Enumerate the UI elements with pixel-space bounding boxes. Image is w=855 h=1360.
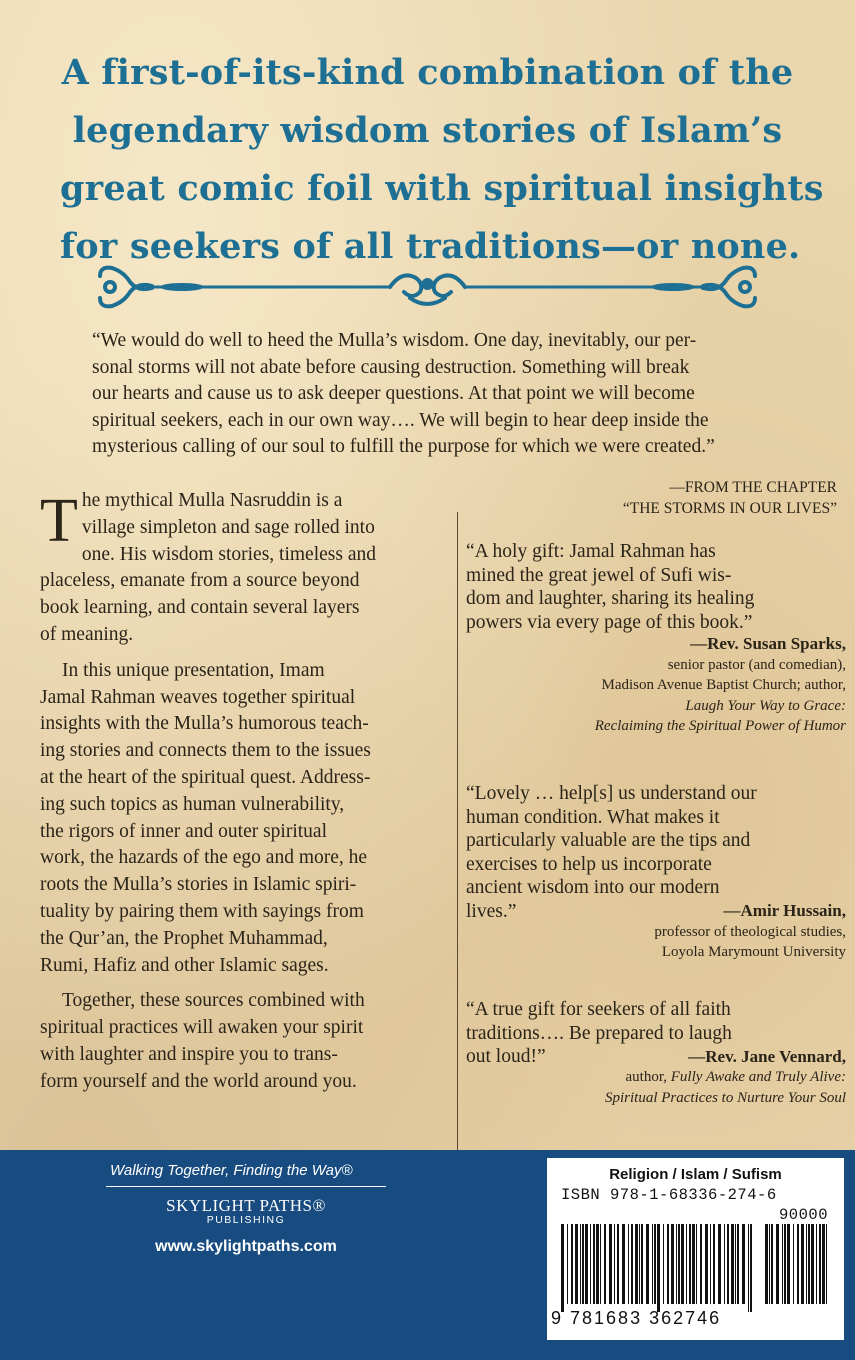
barcode-bar xyxy=(585,1224,588,1304)
text-line: book learning, and contain several layers xyxy=(40,597,360,619)
quote-line: exercises to help us incorporate xyxy=(466,853,712,875)
barcode-bar xyxy=(600,1224,601,1304)
barcode-bar xyxy=(617,1224,619,1304)
endorser-role: professor of theological studies, xyxy=(654,923,846,940)
barcode-bar xyxy=(769,1224,770,1304)
endorsement xyxy=(466,998,846,1108)
headline-line: for seekers of all traditions—or none. xyxy=(60,226,801,267)
barcode-bar xyxy=(561,1224,564,1312)
barcode-bar xyxy=(797,1224,799,1304)
barcode-bar xyxy=(737,1224,739,1304)
publisher-sub: PUBLISHING xyxy=(206,1214,286,1226)
publisher-tagline: Walking Together, Finding the Way® xyxy=(110,1162,353,1179)
barcode-bar xyxy=(609,1224,612,1304)
endorser-name: —Rev. Susan Sparks, xyxy=(690,634,846,653)
endorser-role: senior pastor (and comedian), xyxy=(667,656,846,673)
barcode-bar xyxy=(816,1224,817,1304)
lead-quote-attribution xyxy=(623,477,837,519)
barcode-bar xyxy=(575,1224,578,1304)
endorser xyxy=(466,634,846,737)
barcode-bar xyxy=(819,1224,821,1304)
publisher-logo xyxy=(102,1196,390,1226)
description-paragraph xyxy=(40,488,443,649)
barcode-bar xyxy=(808,1224,810,1304)
barcode-bar xyxy=(654,1224,656,1304)
quote-line: ancient wisdom into our modern xyxy=(466,877,720,898)
ean-barcode xyxy=(559,1224,755,1312)
barcode-bar xyxy=(614,1224,615,1304)
barcode-bar xyxy=(663,1224,664,1304)
barcode-bar xyxy=(604,1224,606,1304)
headline-line: A first-of-its-kind combination of the xyxy=(61,52,794,93)
text-line: at the heart of the spiritual quest. Address- xyxy=(40,766,371,788)
barcode-bar xyxy=(582,1224,584,1304)
text-line: of meaning. xyxy=(40,623,134,645)
barcode-bar xyxy=(696,1224,697,1304)
ean-digits: 9 781683 362746 xyxy=(551,1308,722,1328)
endorsement-quote xyxy=(466,540,846,634)
quote-line: “A true gift for seekers of all faith xyxy=(466,999,731,1020)
barcode-bar xyxy=(676,1224,677,1304)
barcode-bar xyxy=(635,1224,638,1304)
cover-headline xyxy=(60,44,824,276)
addon-barcode xyxy=(763,1224,829,1304)
barcode-bar xyxy=(567,1224,568,1304)
endorser-work: Laugh Your Way to Grace: xyxy=(685,697,846,714)
barcode-bar xyxy=(784,1224,786,1304)
lead-quote-line: sonal storms will not abate before causing destruction. Something will break xyxy=(92,356,690,378)
barcode-bar xyxy=(580,1224,581,1304)
text-line: placeless, emanate from a source beyond xyxy=(40,570,360,592)
barcode-bar xyxy=(622,1224,625,1304)
publisher-name: SKYLIGHT PATHS® xyxy=(166,1196,326,1215)
endorser-name: —Rev. Jane Vennard, xyxy=(688,1046,846,1066)
barcode-bar xyxy=(771,1224,773,1304)
barcode-bar xyxy=(748,1224,749,1312)
barcode-bar xyxy=(705,1224,708,1304)
barcode-bar xyxy=(718,1224,721,1304)
endorser-role: Madison Avenue Baptist Church; author, xyxy=(601,677,846,693)
lead-quote-line: “We would do well to heed the Mulla’s wisdom. One day, inevitably, our per- xyxy=(92,330,697,351)
description-paragraph xyxy=(40,988,443,1095)
endorser xyxy=(466,901,846,963)
barcode-bar xyxy=(735,1224,736,1304)
text-line: ing such topics as human vulnerability, xyxy=(40,793,345,815)
barcode-bar xyxy=(811,1224,814,1304)
isbn-text: ISBN 978-1-68336-274-6 xyxy=(561,1186,777,1204)
barcode-bar xyxy=(639,1224,640,1304)
quote-line: particularly valuable are the tips and xyxy=(466,830,751,851)
quote-line: mined the great jewel of Sufi wis- xyxy=(466,564,732,586)
barcode-bar xyxy=(765,1224,768,1304)
endorser-role: Loyola Marymount University xyxy=(661,944,846,960)
quote-line: powers via every page of this book.” xyxy=(466,611,753,633)
quote-line: lives.” xyxy=(466,900,517,922)
barcode-bar xyxy=(782,1224,783,1304)
barcode-bar xyxy=(826,1224,827,1304)
barcode-bar xyxy=(776,1224,779,1304)
quote-line: dom and laughter, sharing its healing xyxy=(466,588,755,609)
quote-line: human condition. What makes it xyxy=(466,806,720,828)
lead-quote-line: mysterious calling of our soul to fulfill the purpose for which we were created.” xyxy=(92,436,715,458)
bisac-category: Religion / Islam / Sufism xyxy=(609,1166,782,1183)
headline-line: great comic foil with spiritual insights xyxy=(60,168,824,209)
text-line: ing stories and connects them to the issues xyxy=(40,740,371,762)
headline-line: legendary wisdom stories of Islam’s xyxy=(72,110,783,151)
column-divider xyxy=(457,512,458,1150)
barcode-bar xyxy=(713,1224,715,1304)
text-line: Rumi, Hafiz and other Islamic sages. xyxy=(40,954,329,976)
barcode-bar xyxy=(631,1224,633,1304)
endorser-work: Spiritual Practices to Nurture Your Soul xyxy=(605,1089,846,1106)
text-line: insights with the Mulla’s humorous teach- xyxy=(40,713,369,735)
text-line: Together, these sources combined with xyxy=(62,990,365,1012)
text-line: one. His wisdom stories, timeless and xyxy=(81,543,376,565)
quote-line: “A holy gift: Jamal Rahman has xyxy=(466,541,716,562)
barcode-bar xyxy=(710,1224,711,1304)
barcode-bar xyxy=(801,1224,804,1304)
lead-quote-line: spiritual seekers, each in our own way…. We will begin to hear deep inside the xyxy=(92,409,709,431)
barcode-bar xyxy=(742,1224,745,1304)
barcode-bar xyxy=(681,1224,684,1304)
barcode-bar xyxy=(571,1224,573,1304)
barcode-bar xyxy=(646,1224,649,1304)
text-line: the Qur’an, the Prophet Muhammad, xyxy=(40,927,328,949)
text-line: Jamal Rahman weaves together spiritual xyxy=(40,686,356,708)
barcode-bar xyxy=(641,1224,643,1304)
endorsement xyxy=(466,782,846,963)
quote-line: “Lovely … help[s] us understand our xyxy=(466,783,757,804)
lead-quote-line: our hearts and cause us to ask deeper questions. At that point we will become xyxy=(92,383,695,405)
text-line: with laughter and inspire you to trans- xyxy=(40,1043,338,1065)
barcode-bar xyxy=(678,1224,680,1304)
endorser-work: Fully Awake and Truly Alive: xyxy=(670,1069,846,1085)
barcode-bar xyxy=(727,1224,729,1304)
endorser-work: Reclaiming the Spiritual Power of Humor xyxy=(594,718,846,734)
barcode-bar xyxy=(806,1224,807,1304)
endorser-role xyxy=(466,1067,846,1088)
tagline-divider xyxy=(106,1186,386,1187)
barcode-bar xyxy=(667,1224,669,1304)
barcode-bar xyxy=(686,1224,687,1304)
barcode-bar xyxy=(700,1224,702,1304)
barcode-bar xyxy=(731,1224,734,1304)
text-line: tuality by pairing them with sayings from xyxy=(40,900,364,922)
text-line: he mythical Mulla Nasruddin is a xyxy=(81,490,343,511)
text-line: spiritual practices will awaken your spirit xyxy=(40,1017,364,1039)
barcode-bar xyxy=(652,1224,653,1304)
text-line: roots the Mulla’s stories in Islamic spiri- xyxy=(40,874,357,896)
description-column xyxy=(40,488,443,1105)
barcode-bar xyxy=(596,1224,599,1304)
text-line: In this unique presentation, Imam xyxy=(62,659,325,681)
barcode-bar xyxy=(793,1224,794,1304)
barcode-bar xyxy=(671,1224,674,1304)
lead-quote xyxy=(92,328,840,461)
endorser-name: —Amir Hussain, xyxy=(723,901,846,920)
barcode-bar xyxy=(689,1224,691,1304)
price-code: 90000 xyxy=(778,1206,828,1224)
barcode-bar xyxy=(787,1224,790,1304)
barcode-bar xyxy=(750,1224,752,1312)
barcode-bar xyxy=(593,1224,595,1304)
barcode-bar xyxy=(657,1224,660,1312)
text-line: form yourself and the world around you. xyxy=(40,1070,357,1092)
text-line: village simpleton and sage rolled into xyxy=(81,516,375,538)
barcode-bar xyxy=(692,1224,695,1304)
barcode-box xyxy=(547,1158,844,1340)
barcode-bar xyxy=(590,1224,591,1304)
endorser-role-prefix: author, xyxy=(625,1069,667,1085)
endorsement xyxy=(466,540,846,737)
quote-line: out loud!” xyxy=(466,1046,546,1067)
attribution-line: —FROM THE CHAPTER xyxy=(669,479,837,496)
barcode-bar xyxy=(628,1224,629,1304)
attribution-line: “THE STORMS IN OUR LIVES” xyxy=(622,500,837,517)
barcode-bar xyxy=(822,1224,825,1304)
quote-line: traditions…. Be prepared to laugh xyxy=(466,1022,732,1044)
drop-cap: T xyxy=(40,487,78,555)
barcode-bar xyxy=(724,1224,725,1304)
flourish-ornament xyxy=(90,262,765,312)
text-line: work, the hazards of the ego and more, he xyxy=(40,847,368,869)
publisher-url[interactable]: www.skylightpaths.com xyxy=(155,1238,337,1255)
description-paragraph xyxy=(40,658,443,980)
text-line: the rigors of inner and outer spiritual xyxy=(40,820,328,842)
